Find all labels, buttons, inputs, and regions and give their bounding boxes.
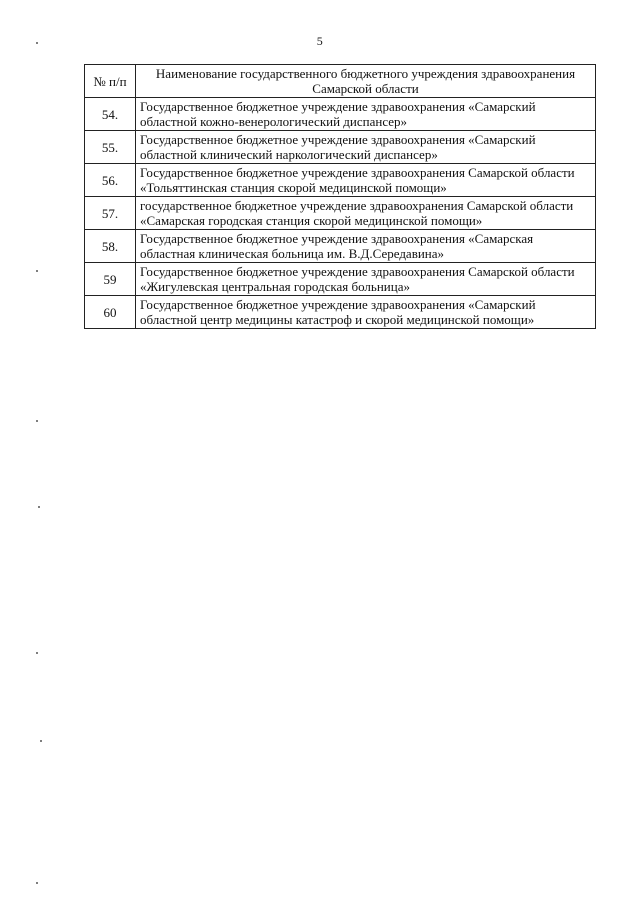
row-institution-name: государственное бюджетное учреждение здравоохранения Самарской области «Самарская городская станция скорой медицинской помощи» — [136, 197, 596, 230]
table-row — [85, 263, 596, 296]
table-row — [85, 98, 596, 131]
table-row — [85, 164, 596, 197]
table-row — [85, 197, 596, 230]
scan-speck — [38, 506, 40, 508]
scan-speck — [36, 42, 38, 44]
page-number: 5 — [316, 34, 324, 48]
institutions-table — [84, 64, 596, 329]
row-institution-name: Государственное бюджетное учреждение здравоохранения Самарской области «Жигулевская центральная городская больница» — [136, 263, 596, 296]
table-row — [85, 296, 596, 329]
row-institution-name: Государственное бюджетное учреждение здравоохранения «Самарский областной клинический наркологический диспансер» — [136, 131, 596, 164]
table-header-row — [85, 65, 596, 98]
row-number: 60 — [85, 296, 136, 329]
header-institution-name: Наименование государственного бюджетного учреждения здравоохранения Самарской области — [136, 65, 596, 98]
scan-speck — [40, 740, 42, 742]
table-row — [85, 131, 596, 164]
row-number: 59 — [85, 263, 136, 296]
row-number: 54. — [85, 98, 136, 131]
row-institution-name: Государственное бюджетное учреждение здравоохранения «Самарский областной центр медицины катастроф и скорой медицинской помощи» — [136, 296, 596, 329]
row-institution-name: Государственное бюджетное учреждение здравоохранения Самарской области «Тольяттинская станция скорой медицинской помощи» — [136, 164, 596, 197]
scan-speck — [36, 270, 38, 272]
row-number: 55. — [85, 131, 136, 164]
scan-speck — [36, 652, 38, 654]
row-number: 58. — [85, 230, 136, 263]
row-number: 56. — [85, 164, 136, 197]
row-institution-name: Государственное бюджетное учреждение здравоохранения «Самарский областной кожно-венерологический диспансер» — [136, 98, 596, 131]
scan-speck — [36, 420, 38, 422]
row-institution-name: Государственное бюджетное учреждение здравоохранения «Самарская областная клиническая больница им. В.Д.Середавина» — [136, 230, 596, 263]
header-number: № п/п — [85, 65, 136, 98]
row-number: 57. — [85, 197, 136, 230]
table-row — [85, 230, 596, 263]
scan-speck — [36, 882, 38, 884]
